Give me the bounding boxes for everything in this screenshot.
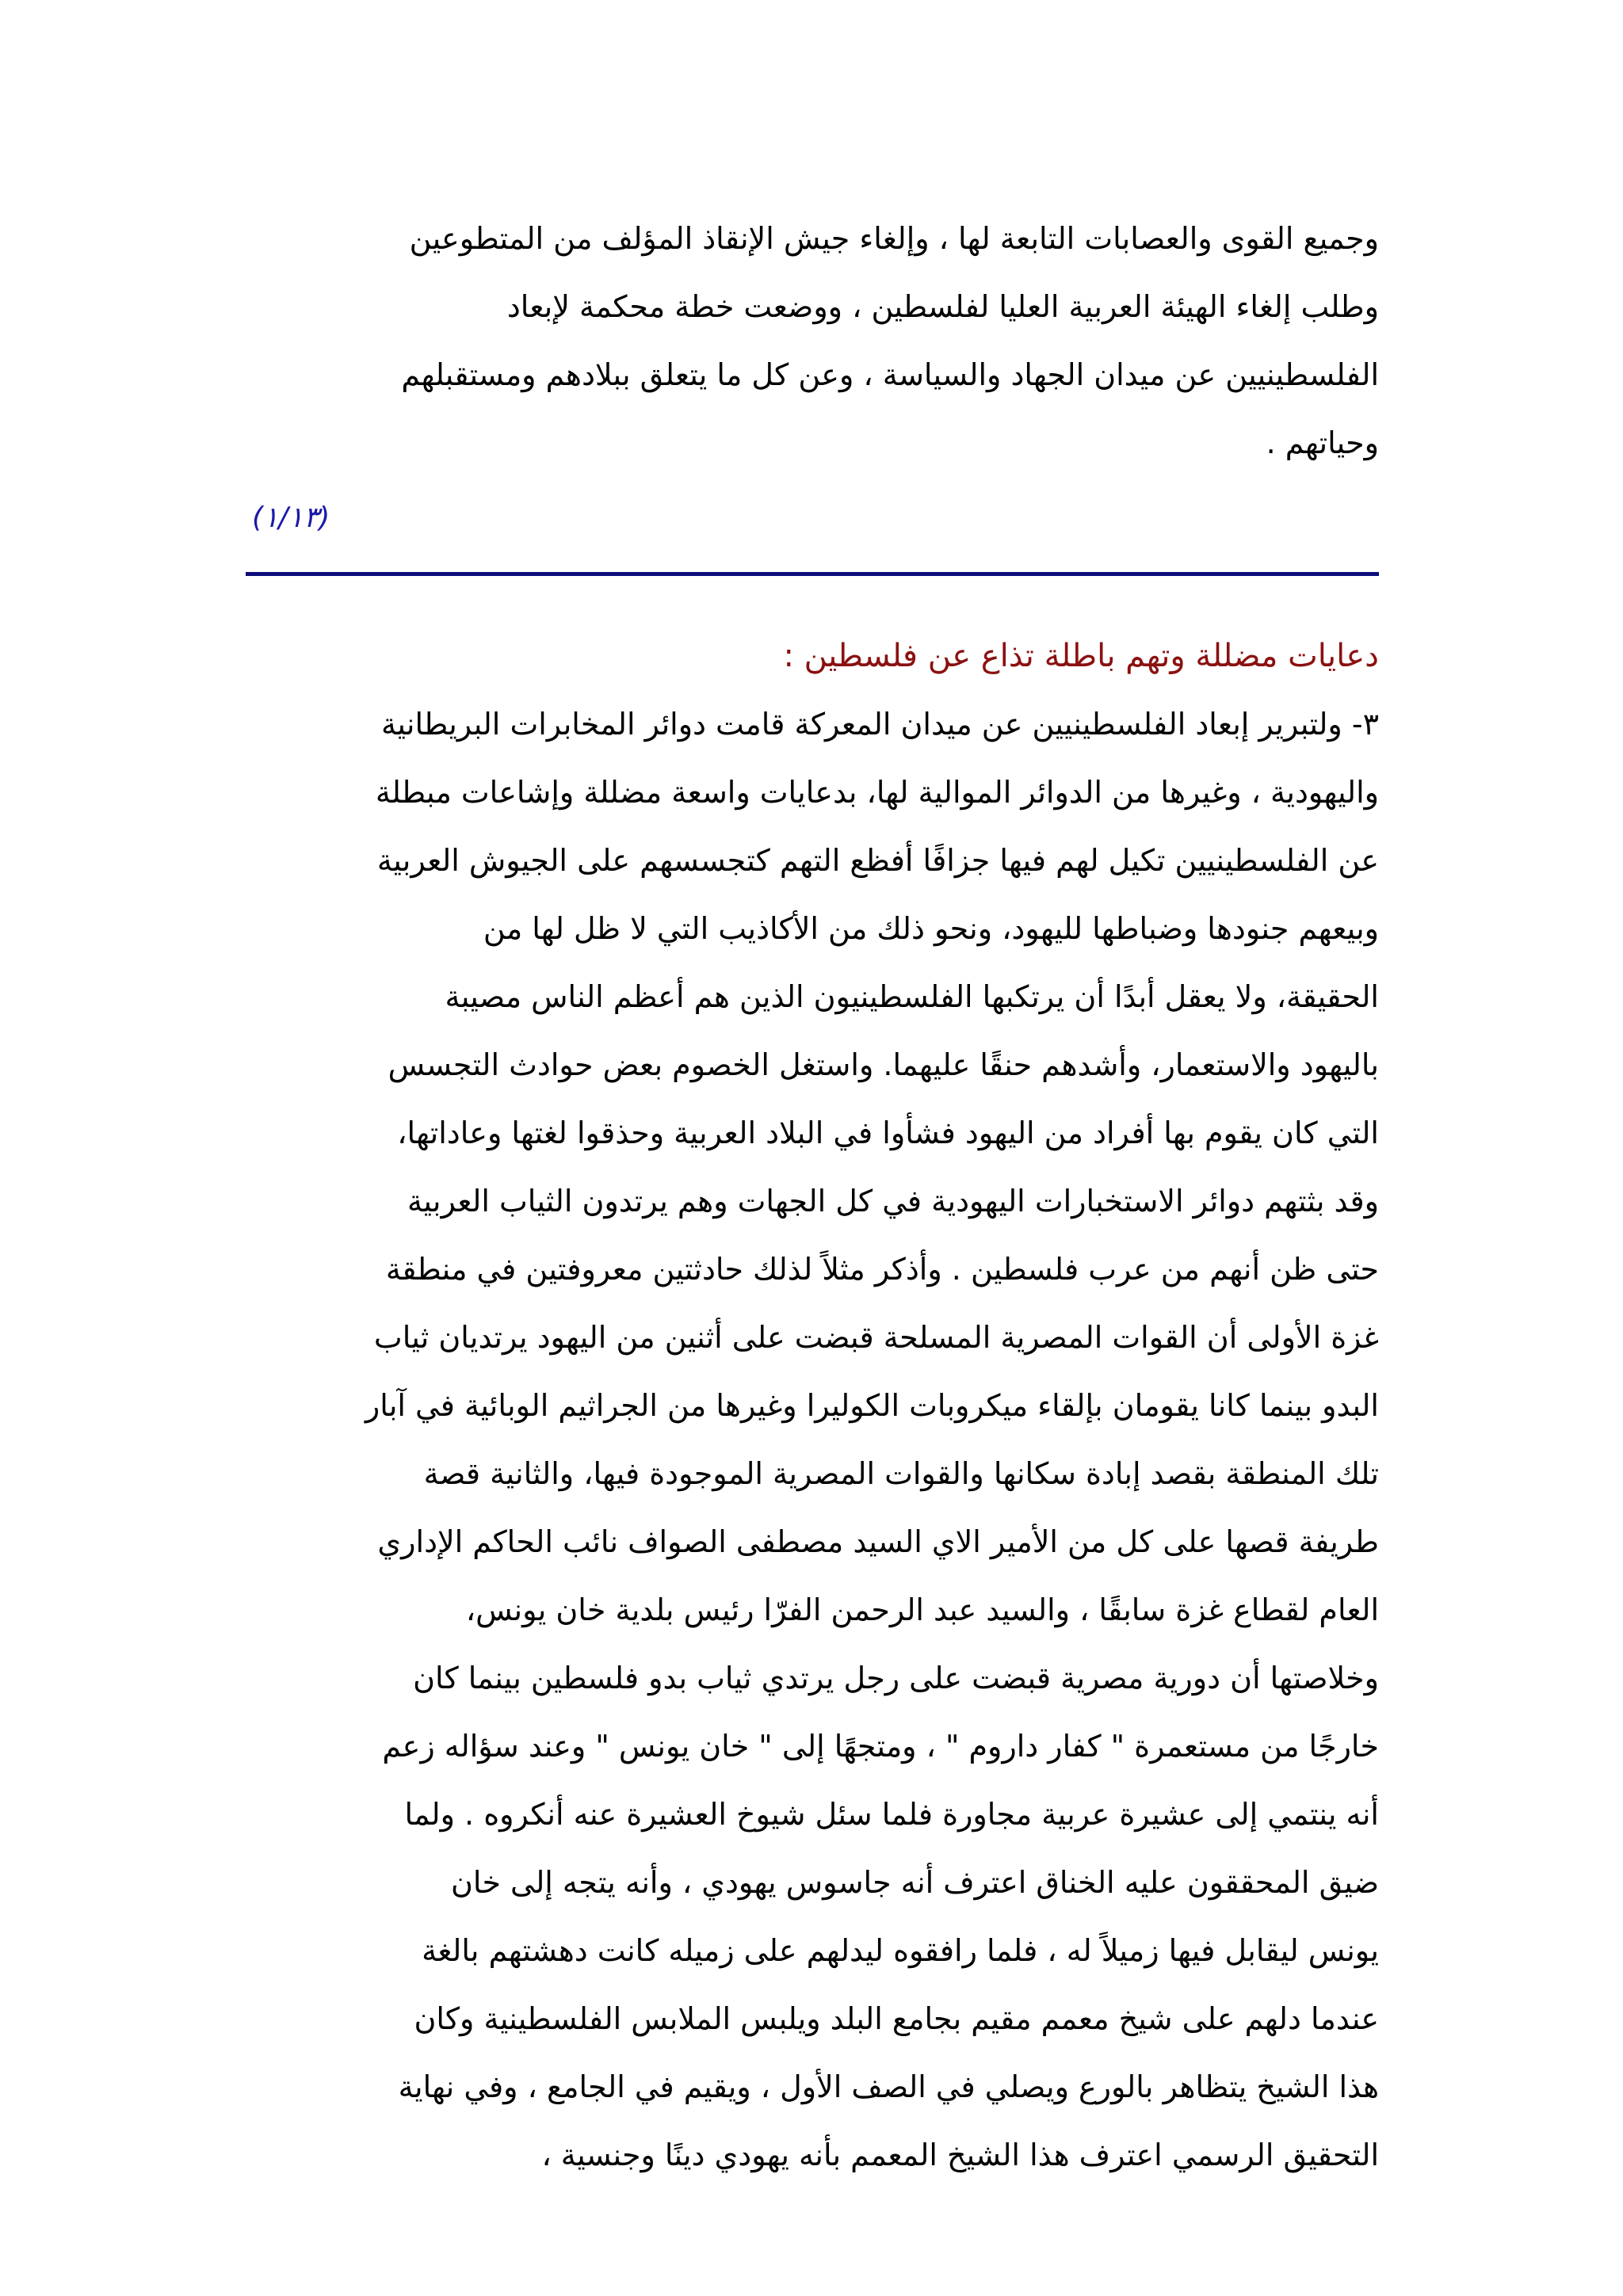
- text-line: حتى ظن أنهم من عرب فلسطين . وأذكر مثلاً لذلك حادثتين معروفتين في منطقة: [385, 1252, 1379, 1287]
- text-line: يونس ليقابل فيها زميلاً له ، فلما رافقوه ليدلهم على زميله كانت دهشتهم بالغة: [422, 1933, 1379, 1968]
- text-line: عن الفلسطينيين تكيل لهم فيها جزافًا أفظع التهم كتجسسهم على الجيوش العربية: [376, 843, 1379, 878]
- paragraph-top: [246, 204, 1379, 477]
- text-line: وطلب إلغاء الهيئة العربية العليا لفلسطين ، ووضعت خطة محكمة لإبعاد: [506, 289, 1379, 324]
- text-line: غزة الأولى أن القوات المصرية المسلحة قبضت على أثنين من اليهود يرتديان ثياب: [373, 1320, 1379, 1355]
- text-line: وحياتهم .: [1266, 425, 1379, 460]
- text-line: وخلاصتها أن دورية مصرية قبضت على رجل يرتدي ثياب بدو فلسطين بينما كان: [413, 1661, 1379, 1695]
- section-body: [246, 690, 1379, 2189]
- text-line: هذا الشيخ يتظاهر بالورع ويصلي في الصف الأول ، ويقيم في الجامع ، وفي نهاية: [398, 2069, 1379, 2104]
- text-line: الحقيقة، ولا يعقل أبدًا أن يرتكبها الفلسطينيون الذين هم أعظم الناس مصيبة: [445, 979, 1379, 1014]
- text-line: البدو بينما كانا يقومان بإلقاء ميكروبات الكوليرا وغيرها من الجراثيم الوبائية في آبار: [365, 1388, 1379, 1423]
- text-line: تلك المنطقة بقصد إبادة سكانها والقوات المصرية الموجودة فيها، والثانية قصة: [423, 1456, 1379, 1491]
- document-page: [246, 204, 1379, 2189]
- page-reference: (١/١٣): [252, 502, 330, 534]
- text-line: باليهود والاستعمار، وأشدهم حنقًا عليهما. واستغل الخصوم بعض حوادث التجسس: [388, 1047, 1379, 1082]
- text-line: طريفة قصها على كل من الأمير الاي السيد مصطفى الصواف نائب الحاكم الإداري: [377, 1524, 1379, 1559]
- section-heading: دعايات مضللة وتهم باطلة تذاع عن فلسطين :: [783, 638, 1379, 674]
- text-line: وقد بثتهم دوائر الاستخبارات اليهودية في كل الجهات وهم يرتدون الثياب العربية: [407, 1184, 1379, 1219]
- text-line: وبيعهم جنودها وضباطها لليهود، ونحو ذلك من الأكاذيب التي لا ظل لها من: [483, 911, 1379, 946]
- text-line: وجميع القوى والعصابات التابعة لها ، وإلغاء جيش الإنقاذ المؤلف من المتطوعين: [409, 221, 1379, 256]
- text-line: خارجًا من مستعمرة " كفار داروم " ، ومتجهًا إلى " خان يونس " وعند سؤاله زعم: [382, 1729, 1379, 1764]
- text-line: واليهودية ، وغيرها من الدوائر الموالية لها، بدعايات واسعة مضللة وإشاعات مبطلة: [375, 775, 1379, 810]
- text-line: عندما دلهم على شيخ معمم مقيم بجامع البلد ويلبس الملابس الفلسطينية وكان: [414, 2001, 1379, 2036]
- text-line: التي كان يقوم بها أفراد من اليهود فشأوا في البلاد العربية وحذقوا لغتها وعاداتها،: [397, 1116, 1379, 1150]
- text-line: العام لقطاع غزة سابقًا ، والسيد عبد الرحمن الفرّا رئيس بلدية خان يونس،: [465, 1592, 1379, 1627]
- section-divider: [246, 572, 1379, 576]
- text-line: أنه ينتمي إلى عشيرة عربية مجاورة فلما سئل شيوخ العشيرة عنه أنكروه . ولما: [404, 1797, 1379, 1832]
- text-line: ضيق المحققون عليه الخناق اعترف أنه جاسوس يهودي ، وأنه يتجه إلى خان: [450, 1865, 1379, 1900]
- text-line: ٣- ولتبرير إبعاد الفلسطينيين عن ميدان المعركة قامت دوائر المخابرات البريطانية: [381, 707, 1379, 742]
- text-line: الفلسطينيين عن ميدان الجهاد والسياسة ، وعن كل ما يتعلق ببلادهم ومستقبلهم: [401, 357, 1379, 392]
- text-line: التحقيق الرسمي اعترف هذا الشيخ المعمم بأنه يهودي دينًا وجنسية ،: [541, 2138, 1379, 2172]
